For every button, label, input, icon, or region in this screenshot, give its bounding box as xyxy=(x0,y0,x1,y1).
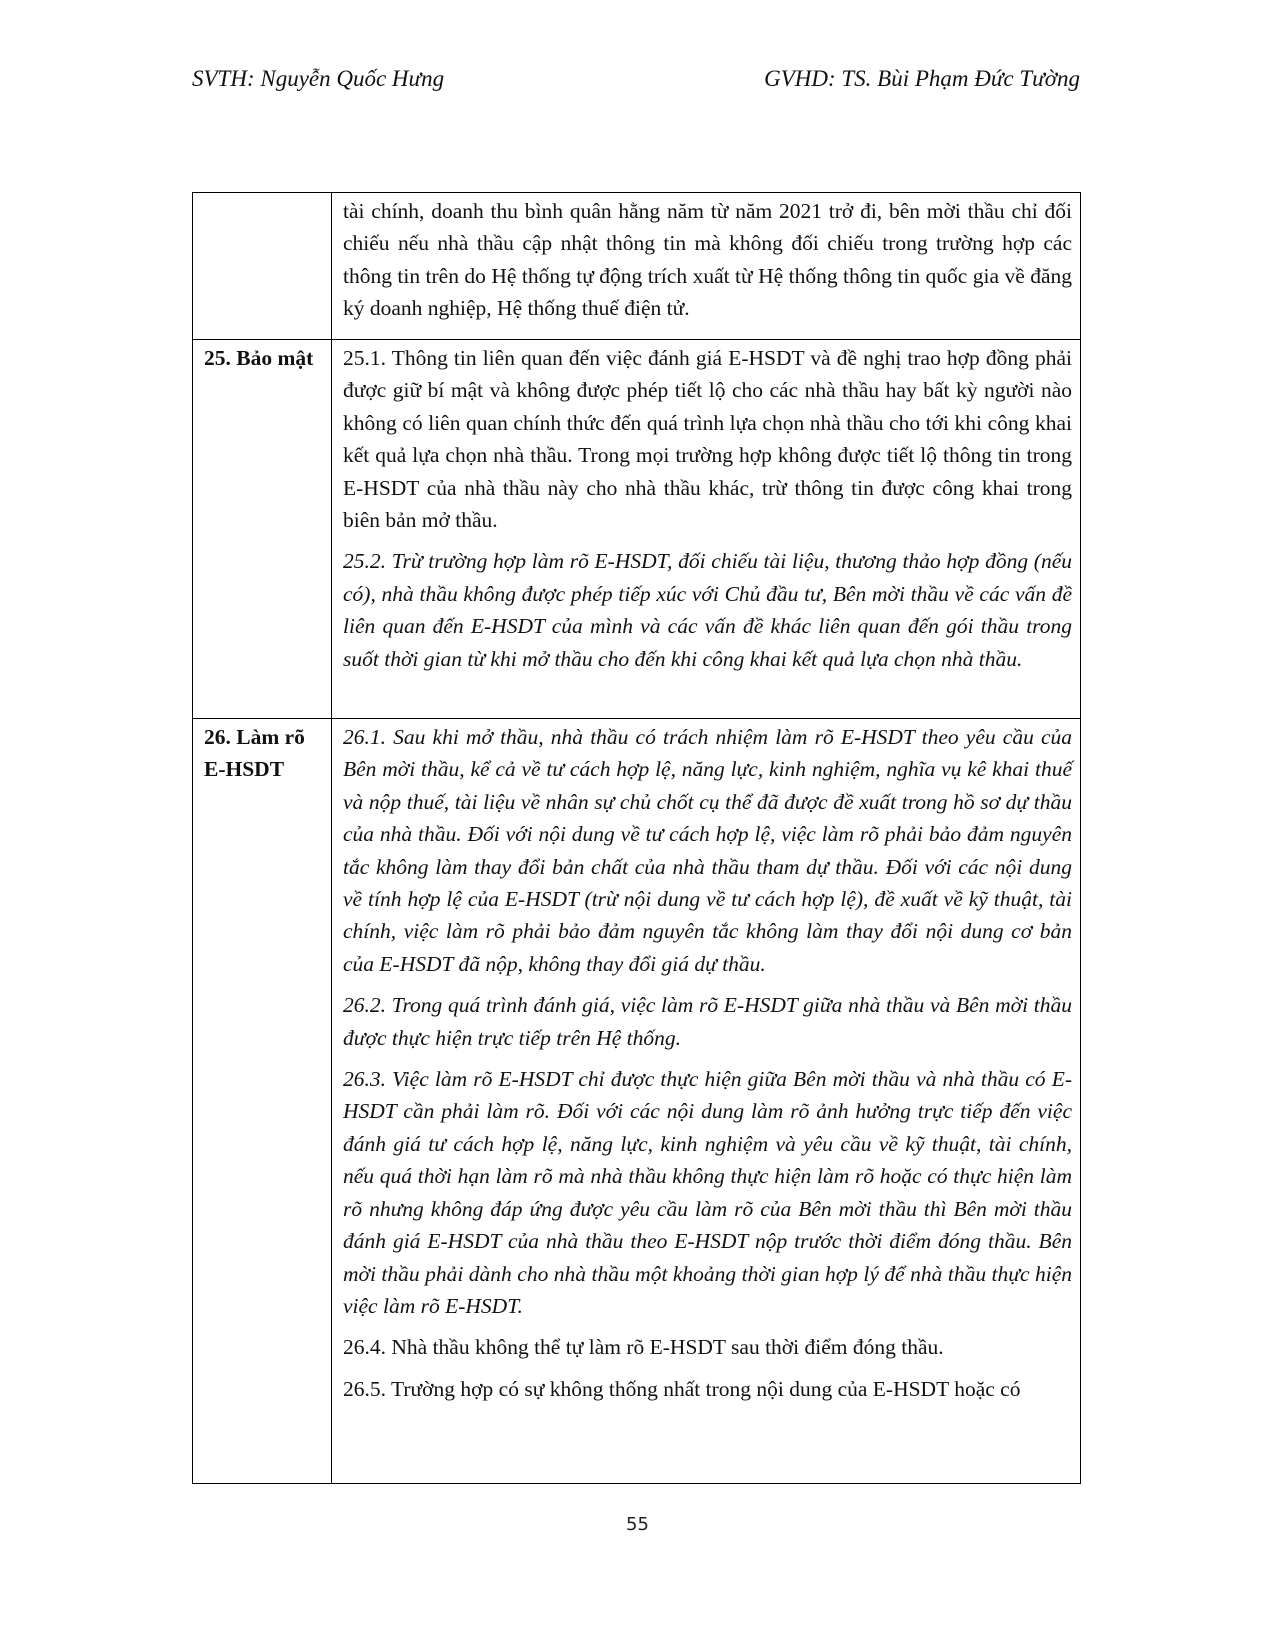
row-content xyxy=(332,719,1081,1484)
page-header xyxy=(192,66,1080,106)
table-row xyxy=(193,193,1081,340)
paragraph: tài chính, doanh thu bình quân hằng năm từ năm 2021 trở đi, bên mời thầu chỉ đối chiếu nếu nhà thầu cập nhật thông tin mà không đối chiếu trong trường hợp các thông tin trên do Hệ thống tự động trích xuất từ Hệ thống thông tin quốc gia về đăng ký doanh nghiệp, Hệ thống thuế điện tử. xyxy=(343,199,1072,321)
paragraph-25-1: 25.1. Thông tin liên quan đến việc đánh giá E-HSDT và đề nghị trao hợp đồng phải được giữ bí mật và không được phép tiết lộ cho các nhà thầu hay bất kỳ người nào không có liên quan chính thức đến quá trình lựa chọn nhà thầu cho tới khi công khai kết quả lựa chọn nhà thầu. Trong mọi trường hợp không được tiết lộ thông tin trong E-HSDT của nhà thầu này cho nhà thầu khác, trừ thông tin được công khai trong biên bản mở thầu. xyxy=(343,346,1072,533)
paragraph-26-2: 26.2. Trong quá trình đánh giá, việc làm rõ E-HSDT giữa nhà thầu và Bên mời thầu được thực hiện trực tiếp trên Hệ thống. xyxy=(343,993,1072,1050)
paragraph-26-3: 26.3. Việc làm rõ E-HSDT chỉ được thực hiện giữa Bên mời thầu và nhà thầu có E-HSDT cần phải làm rõ. Đối với các nội dung làm rõ ảnh hưởng trực tiếp đến việc đánh giá tư cách hợp lệ, năng lực, kinh nghiệm và yêu cầu về kỹ thuật, tài chính, nếu quá thời hạn làm rõ mà nhà thầu không thực hiện làm rõ hoặc có thực hiện làm rõ nhưng không đáp ứng được yêu cầu làm rõ của Bên mời thầu thì Bên mời thầu đánh giá E-HSDT của nhà thầu theo E-HSDT nộp trước thời điểm đóng thầu. Bên mời thầu phải dành cho nhà thầu một khoảng thời gian hợp lý để nhà thầu thực hiện việc làm rõ E-HSDT. xyxy=(343,1067,1072,1318)
page-number: 55 xyxy=(626,1514,649,1535)
row-content xyxy=(332,340,1081,719)
table-row xyxy=(193,340,1081,719)
supervisor-name: GVHD: TS. Bùi Phạm Đức Tường xyxy=(764,66,1080,91)
paragraph-26-1: 26.1. Sau khi mở thầu, nhà thầu có trách nhiệm làm rõ E-HSDT theo yêu cầu của Bên mời thầu, kể cả về tư cách hợp lệ, năng lực, kinh nghiệm, nghĩa vụ kê khai thuế và nộp thuế, tài liệu về nhân sự chủ chốt cụ thể đã được đề xuất trong hồ sơ dự thầu của nhà thầu. Đối với nội dung về tư cách hợp lệ, việc làm rõ phải bảo đảm nguyên tắc không làm thay đổi bản chất của nhà thầu tham dự thầu. Đối với các nội dung về tính hợp lệ của E-HSDT (trừ nội dung về tư cách hợp lệ), đề xuất về kỹ thuật, tài chính, việc làm rõ phải bảo đảm nguyên tắc không làm thay đổi nội dung cơ bản của E-HSDT đã nộp, không thay đổi giá dự thầu. xyxy=(343,725,1072,976)
row-label-bao-mat: 25. Bảo mật xyxy=(193,340,332,719)
row-label xyxy=(193,193,332,340)
table-row xyxy=(193,719,1081,1484)
row-label-lam-ro: 26. Làm rõ E-HSDT xyxy=(193,719,332,1484)
paragraph-26-5: 26.5. Trường hợp có sự không thống nhất trong nội dung của E-HSDT hoặc có xyxy=(343,1376,1021,1401)
row-content xyxy=(332,193,1081,340)
student-name: SVTH: Nguyễn Quốc Hưng xyxy=(192,66,445,91)
instructions-table xyxy=(192,192,1081,1484)
paragraph-26-4: 26.4. Nhà thầu không thể tự làm rõ E-HSDT sau thời điểm đóng thầu. xyxy=(343,1335,944,1360)
paragraph-25-2: 25.2. Trừ trường hợp làm rõ E-HSDT, đối chiếu tài liệu, thương thảo hợp đồng (nếu có), nhà thầu không được phép tiếp xúc với Chủ đầu tư, Bên mời thầu về các vấn đề liên quan đến E-HSDT của mình và các vấn đề khác liên quan đến gói thầu trong suốt thời gian từ khi mở thầu cho đến khi công khai kết quả lựa chọn nhà thầu. xyxy=(343,549,1072,671)
